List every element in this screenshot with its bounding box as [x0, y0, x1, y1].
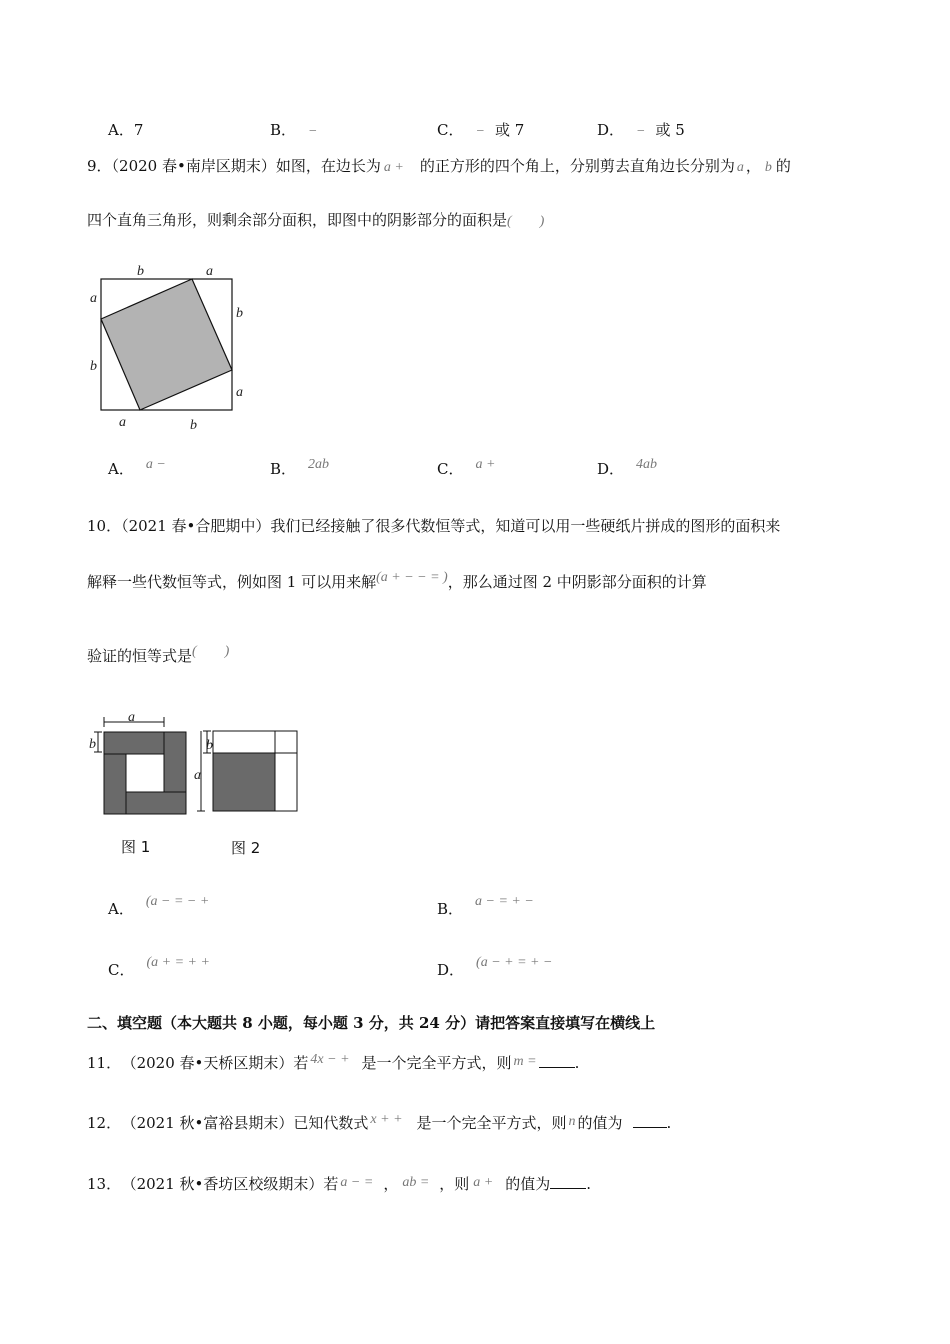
- q9-math-a: a: [736, 160, 744, 175]
- q9-line-2: [87, 209, 544, 230]
- q10-answer-paren: ( ): [192, 644, 230, 659]
- q10-fig2-label-b: b: [206, 738, 213, 753]
- q9-option-d: [597, 458, 657, 479]
- q12-text-3: 的值为: [577, 1114, 623, 1132]
- q10-fig1-label-b: b: [89, 737, 96, 752]
- q9-math-side: a +: [383, 160, 404, 175]
- q10-fig2-shaded: [213, 753, 275, 811]
- q10-text-line1: 我们已经接触了很多代数恒等式，知道可以用一些硬纸片拼成的图形的面积来: [270, 517, 781, 535]
- q13-sep-2: ，则: [439, 1175, 470, 1193]
- q11-text-2: 是一个完全平方式，则: [361, 1054, 512, 1072]
- q9-label-b-top: b: [137, 264, 144, 279]
- q8-option-d: [597, 119, 685, 140]
- q10-text-line2a: 解释一些代数恒等式，例如图 1 可以用来解: [87, 573, 377, 591]
- q10-option-a-math: (a − = − +: [145, 894, 210, 909]
- q12-answer-blank[interactable]: [633, 1127, 667, 1128]
- q9-label-b-bottom: b: [190, 418, 197, 433]
- q9-math-b: b: [764, 160, 772, 175]
- q13-number: 13．: [87, 1175, 122, 1193]
- q10-text-line2b: ，那么通过图 2 中阴影部分面积的计算: [447, 573, 707, 591]
- q13-text-1: 若: [323, 1175, 339, 1193]
- q9-line-1: [87, 155, 791, 176]
- q9-source: （2020 春•南岸区期末）: [111, 157, 276, 175]
- q13-math-2: ab =: [402, 1175, 430, 1190]
- q9-text-3: 的: [775, 157, 791, 175]
- q12-end: .: [666, 1114, 672, 1132]
- q9-label-a-right: a: [236, 385, 243, 400]
- q12-text-1: 已知代数式: [293, 1114, 369, 1132]
- q9-option-b: [270, 458, 329, 479]
- q9-figure: [82, 258, 252, 436]
- q8-option-b-label: B．: [270, 121, 297, 139]
- q12-line: [87, 1112, 671, 1133]
- q11-end: .: [574, 1054, 580, 1072]
- q11-math-1: 4x − +: [310, 1052, 350, 1067]
- q10-fig1-label-a: a: [128, 712, 135, 725]
- q11-line: [87, 1052, 579, 1073]
- q11-answer-blank[interactable]: [539, 1067, 575, 1068]
- q8-option-c-label: C．: [437, 121, 464, 139]
- q13-source: （2021 秋•香坊区校级期末）: [129, 1175, 324, 1193]
- q10-option-d: [437, 955, 553, 980]
- q10-option-d-label: D．: [437, 961, 465, 979]
- q13-math-3: a +: [473, 1175, 494, 1190]
- q9-label-a-top: a: [206, 264, 213, 279]
- q10-fig2-caption: 图 2: [231, 839, 261, 857]
- q10-option-a-label: A．: [108, 900, 134, 918]
- q8-option-a-label: A．: [108, 121, 134, 139]
- q8-option-d-math: −: [636, 124, 646, 139]
- q12-math-2: n: [568, 1114, 576, 1129]
- q10-fig1-caption: 图 1: [121, 838, 151, 856]
- q10-number: 10．: [87, 517, 122, 535]
- q9-option-b-math: 2ab: [308, 457, 330, 472]
- q9-label-a-left: a: [90, 291, 97, 306]
- q12-math-1: x + +: [370, 1112, 403, 1127]
- q13-sep-1: ，: [383, 1175, 399, 1193]
- q10-option-b-math: a − = + −: [475, 894, 534, 909]
- q13-answer-blank[interactable]: [550, 1188, 586, 1189]
- q10-line-2: [87, 571, 707, 592]
- q12-text-2: 是一个完全平方式，则: [416, 1114, 567, 1132]
- q10-figure-2: [193, 725, 303, 815]
- q8-option-c: [437, 119, 524, 140]
- q9-option-a: [108, 458, 166, 479]
- q9-option-d-math: 4ab: [636, 457, 658, 472]
- q12-number: 12．: [87, 1114, 122, 1132]
- q9-label-a-bottom: a: [119, 415, 126, 430]
- q8-option-c-text: 或 7: [494, 121, 525, 139]
- q8-option-d-label: D．: [597, 121, 625, 139]
- q10-figure-1: [86, 712, 190, 816]
- q9-number: 9．: [87, 157, 112, 175]
- q10-option-b-label: B．: [437, 900, 464, 918]
- section-2-title: 二、填空题（本大题共 8 小题，每小题 3 分，共 24 分）请把答案直接填写在横线上: [87, 1014, 656, 1032]
- q10-option-b: [437, 894, 534, 919]
- q8-option-b-math: −: [308, 124, 318, 139]
- q10-source: （2021 春•合肥期中）: [121, 517, 271, 535]
- q9-label-b-right: b: [236, 306, 243, 321]
- q8-option-c-math: −: [475, 124, 485, 139]
- q9-option-c: [437, 458, 495, 479]
- q11-math-2: m =: [513, 1054, 537, 1069]
- q11-number: 11．: [87, 1054, 122, 1072]
- q9-shaded-square: [101, 279, 232, 410]
- q8-option-d-text: 或 5: [655, 121, 685, 139]
- q9-option-a-label: A．: [108, 460, 134, 478]
- q8-option-a-text: 7: [133, 121, 144, 139]
- q8-option-a: [108, 119, 143, 140]
- q12-source: （2021 秋•富裕县期末）: [129, 1114, 294, 1132]
- q13-end: .: [586, 1175, 592, 1193]
- q10-line-1: [87, 515, 780, 536]
- q9-option-d-label: D．: [597, 460, 625, 478]
- q9-text-2: 的正方形的四个角上，分别剪去直角边长分别为: [419, 157, 735, 175]
- q10-math-identity: (a + − − = ): [376, 570, 448, 585]
- q10-line-3: [87, 645, 229, 666]
- q8-option-b: [270, 119, 317, 140]
- q9-answer-paren: ( ): [507, 214, 545, 229]
- q11-source: （2020 春•天桥区期末）: [129, 1054, 294, 1072]
- q9-label-b-left: b: [90, 359, 97, 374]
- q13-math-1: a − =: [340, 1175, 374, 1190]
- q10-option-a: [108, 894, 210, 919]
- q10-fig2-label-a: a: [194, 768, 201, 783]
- q10-option-d-math: (a − + = + −: [476, 955, 553, 970]
- q9-comma: ，: [745, 157, 761, 175]
- q9-option-a-math: a −: [145, 457, 166, 472]
- q10-option-c: [108, 955, 210, 980]
- q13-line: [87, 1173, 591, 1194]
- q9-option-b-label: B．: [270, 460, 297, 478]
- q9-text-1: 如图，在边长为: [275, 157, 381, 175]
- q10-text-line3: 验证的恒等式是: [87, 647, 193, 665]
- q10-option-c-label: C．: [108, 961, 135, 979]
- q13-text-2: 的值为: [505, 1175, 551, 1193]
- q9-option-c-label: C．: [437, 460, 464, 478]
- q9-option-c-math: a +: [475, 457, 496, 472]
- q10-fig1-inner-hole: [126, 754, 164, 792]
- q9-text-line2: 四个直角三角形，则剩余部分面积，即图中的阴影部分的面积是: [87, 211, 508, 229]
- q11-text-1: 若: [293, 1054, 309, 1072]
- q10-option-c-math: (a + = + +: [146, 955, 210, 970]
